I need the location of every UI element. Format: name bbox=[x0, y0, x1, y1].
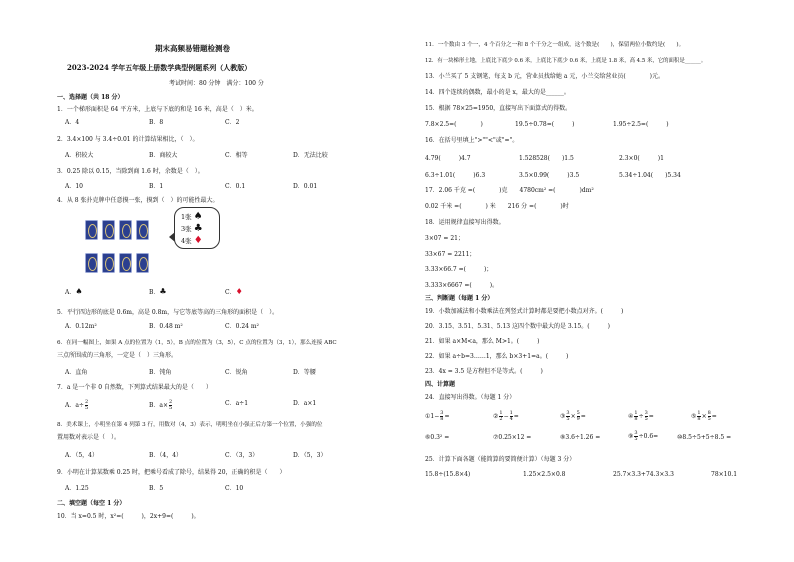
q24-item: ①1− $\frac{3}{8}$ = bbox=[425, 410, 450, 422]
question-6: 6．在同一幅图上，如果 A 点的位置为（1，5），B 点的位置为（3，5），C 点的位置为（3，1），那么连接 ABC bbox=[57, 340, 337, 346]
question-13: 13．小兰买了 5 支钢笔，每支 b 元，营业员找给她 a 元，小兰交给营业员( )元。 bbox=[425, 73, 664, 80]
option: A．♠ bbox=[65, 287, 83, 296]
q24-item: ⑦0.25×12 = bbox=[493, 434, 532, 441]
exam-subtitle: 2023-2024 学年五年级上册数学典型例题系列（人教版） bbox=[67, 63, 252, 72]
q16-item: 4.79( )4.7 bbox=[425, 155, 471, 162]
q24-item: ② $\frac{1}{2}$ − $\frac{1}{4}$ = bbox=[493, 410, 519, 422]
option: C．2 bbox=[225, 119, 240, 126]
q24-item: ③ $\frac{3}{5}$ × $\frac{5}{9}$ = bbox=[560, 410, 586, 422]
option: A．1.25 bbox=[65, 485, 89, 492]
question-17-cont: 0.02 千米 =( ) 米 216 分 =( )时 bbox=[425, 203, 569, 210]
option: C．a÷1 bbox=[225, 400, 249, 407]
option: B．0.48 m² bbox=[149, 323, 183, 330]
question-16: 16．在括号里填上">""<"或"="。 bbox=[425, 137, 519, 144]
q15-item: 1.95÷2.5=( ) bbox=[613, 121, 669, 128]
q24-item: ⑧3.6÷1.26 = bbox=[560, 434, 601, 441]
question-25: 25．计算下面各题（能简算的要简便计算）（每题 3 分） bbox=[425, 456, 576, 463]
option: C．10 bbox=[225, 485, 244, 492]
spade-suit-icon: ♠ bbox=[75, 287, 83, 296]
question-9: 9．小明在计算某数乘 0.25 时，把乘号看成了除号，结果得 20，正确的积是（ ） bbox=[57, 469, 286, 476]
q15-item: 7.8×2.5=( ) bbox=[425, 121, 483, 128]
exam-title: 期末高频易错题检测卷 bbox=[155, 44, 230, 53]
question-20: 20．3.15、3.51、5.31、5.13 这四个数中最大的是 3.15。( ) bbox=[425, 323, 610, 330]
section-judge: 三、判断题（每题 1 分） bbox=[425, 295, 494, 302]
option: B．5 bbox=[149, 485, 164, 492]
exam-info: 考试时间：80 分钟 满分：100 分 bbox=[169, 80, 264, 87]
club-suit-icon: ♣ bbox=[159, 287, 167, 296]
section-calculation: 四、计算题 bbox=[425, 381, 456, 388]
bubble-line-3: 4张 ♦ bbox=[181, 235, 203, 246]
q24-item: ⑥0.3² = bbox=[425, 434, 450, 441]
question-11: 11．一个数由 3 个一，4 个百分之一和 8 个千分之一组成，这个数是( )，保留两位小数约是( )。 bbox=[425, 42, 685, 48]
q25-item: 15.8÷(15.8×4) bbox=[425, 471, 471, 478]
question-7: 7．a 是一个非 0 自然数，下列算式结果最大的是（ ） bbox=[57, 384, 212, 391]
question-15: 15．根据 78×25=1950，直接写出下面算式的得数。 bbox=[425, 105, 572, 112]
question-23: 23．4x = 3.5 是方程但不是等式。( ) bbox=[425, 368, 543, 375]
option: A．积较大 bbox=[65, 152, 94, 159]
option: D．a×1 bbox=[293, 400, 317, 407]
bubble-line-1: 1张 ♠ bbox=[181, 211, 203, 222]
q18-item: 3×07 = 21； bbox=[425, 235, 464, 242]
bubble-line-2: 3张 ♣ bbox=[181, 223, 203, 234]
question-18: 18．运用规律直接写出得数。 bbox=[425, 219, 505, 226]
option: B．钝角 bbox=[149, 369, 172, 376]
option: A．a÷ $\frac{2}{5}$ bbox=[65, 399, 89, 411]
playing-card-back-icon bbox=[119, 220, 132, 240]
playing-card-back-icon bbox=[85, 253, 98, 273]
playing-card-back-icon bbox=[119, 253, 132, 273]
option: D．等腰 bbox=[293, 369, 316, 376]
question-1: 1．一个梯形面积是 64 平方米，上底与下底的和是 16 米，高是（ ）米。 bbox=[57, 106, 258, 113]
question-24: 24．直接写出得数。（每题 1 分） bbox=[425, 394, 516, 401]
playing-card-back-icon bbox=[102, 220, 115, 240]
option: B．（4，4） bbox=[149, 452, 183, 459]
option: D．无法比较 bbox=[293, 152, 328, 159]
fraction: $\frac{2}{5}$ bbox=[84, 399, 89, 411]
q16-item: 2.3×0( )1 bbox=[619, 155, 664, 162]
option: A．直角 bbox=[65, 369, 88, 376]
q25-item: 25.7×3.3+74.3×3.3 bbox=[613, 471, 674, 478]
question-3: 3．0.25 除以 0.15，当除到商 1.6 时，余数是（ ）。 bbox=[57, 168, 204, 175]
question-4: 4．从 8 张扑克牌中任意摸一张，摸到（ ）的可能性最大。 bbox=[57, 197, 219, 204]
q25-item: 78×10.1 bbox=[711, 471, 738, 478]
q24-item: ⑩8.5÷5+5÷8.5 = bbox=[677, 434, 732, 441]
section-fill-blank: 二、填空题（每空 1 分） bbox=[57, 500, 126, 507]
option: B．♣ bbox=[149, 287, 167, 296]
option: B．8 bbox=[149, 119, 164, 126]
playing-card-back-icon bbox=[85, 220, 98, 240]
option: C．♦ bbox=[225, 287, 243, 296]
speech-bubble-icon bbox=[174, 207, 220, 249]
option: C．（3，3） bbox=[225, 452, 259, 459]
q24-item: ⑨ $\frac{3}{5}$ ÷0.6= bbox=[628, 430, 659, 442]
playing-card-back-icon bbox=[136, 253, 149, 273]
q18-item: 3.333×6667 =( )。 bbox=[425, 282, 499, 289]
option: A．（5，4） bbox=[65, 452, 98, 459]
option: C．0.24 m² bbox=[225, 323, 259, 330]
question-8-cont: 置用数对表示是（ ）。 bbox=[57, 434, 121, 441]
q18-item: 33×67 = 2211； bbox=[425, 251, 476, 258]
q24-item: ⑤ $\frac{1}{8}$ × $\frac{8}{5}$ = bbox=[691, 410, 717, 422]
option: C．相等 bbox=[225, 152, 248, 159]
q16-item: 6.3÷1.01( )6.3 bbox=[425, 172, 486, 179]
option: A．10 bbox=[65, 183, 83, 190]
option: A．4 bbox=[65, 119, 80, 126]
option: B．1 bbox=[149, 183, 164, 190]
q16-item: 5.34÷1.04( )5.34 bbox=[619, 172, 681, 179]
q24-item: ④ $\frac{1}{8}$ ÷ $\frac{3}{5}$ = bbox=[628, 410, 654, 422]
question-6-cont: 三点所围成的三角形，一定是（ ）三角形。 bbox=[57, 352, 178, 359]
question-5: 5．平行四边形的底是 0.6m，高是 0.8m，与它等底等高的三角形的面积是（ ）。 bbox=[57, 309, 279, 316]
fraction: $\frac{2}{5}$ bbox=[169, 399, 173, 411]
question-8: 8．美术课上，小明坐在第 4 列第 3 行，用数对（4，3）表示，明明坐在小强正后方第一个位置，小强的位 bbox=[57, 422, 323, 428]
question-14: 14．四个连续的偶数，最小的是 x，最大的是______。 bbox=[425, 89, 570, 96]
left-column bbox=[57, 0, 382, 562]
option: C．0.1 bbox=[225, 183, 246, 190]
question-22: 22．如果 a÷b=3……1，那么 b×3+1=a。( ) bbox=[425, 353, 569, 360]
option: A．0.12m² bbox=[65, 323, 97, 330]
section-choice: 一、选择题（共 18 分） bbox=[57, 94, 124, 101]
question-12: 12．有一块梯形土地，上底比下底少 0.6 米，上底比下底少 0.6 米，上底是 1.8 米，高 4.5 米，它的面积是______。 bbox=[425, 58, 707, 64]
q16-item: 1.528528( )1.5 bbox=[519, 155, 574, 162]
option: D．0.01 bbox=[293, 183, 318, 190]
question-21: 21．如果 a×M<a，那么 M>1。( ) bbox=[425, 338, 540, 345]
diamond-suit-icon: ♦ bbox=[235, 287, 243, 296]
option: B．a× $\frac{2}{5}$ bbox=[149, 399, 173, 411]
question-17: 17．2.06 千克 =( )克 4780cm² =( )dm² bbox=[425, 187, 594, 194]
playing-card-back-icon bbox=[102, 253, 115, 273]
right-column bbox=[425, 0, 765, 562]
option: B．商较大 bbox=[149, 152, 178, 159]
question-2: 2．3.4×100 与 3.4÷0.01 的计算结果相比，（ ）。 bbox=[57, 136, 199, 143]
q18-item: 3.33×66.7 =( )； bbox=[425, 266, 493, 273]
q25-item: 1.25×2.5×0.8 bbox=[523, 471, 566, 478]
option: D．（5，3） bbox=[293, 452, 327, 459]
q16-item: 3.5×0.99( )3.5 bbox=[519, 172, 580, 179]
playing-card-back-icon bbox=[136, 220, 149, 240]
question-10: 10．当 x=0.5 时，x²=( )，2x+9=( )。 bbox=[57, 513, 200, 520]
option: C．锐角 bbox=[225, 369, 248, 376]
question-19: 19．小数加减法和小数乘法在列竖式计算时都是要把小数点对齐。( ) bbox=[425, 308, 624, 315]
q15-item: 19.5÷0.78=( ) bbox=[515, 121, 575, 128]
